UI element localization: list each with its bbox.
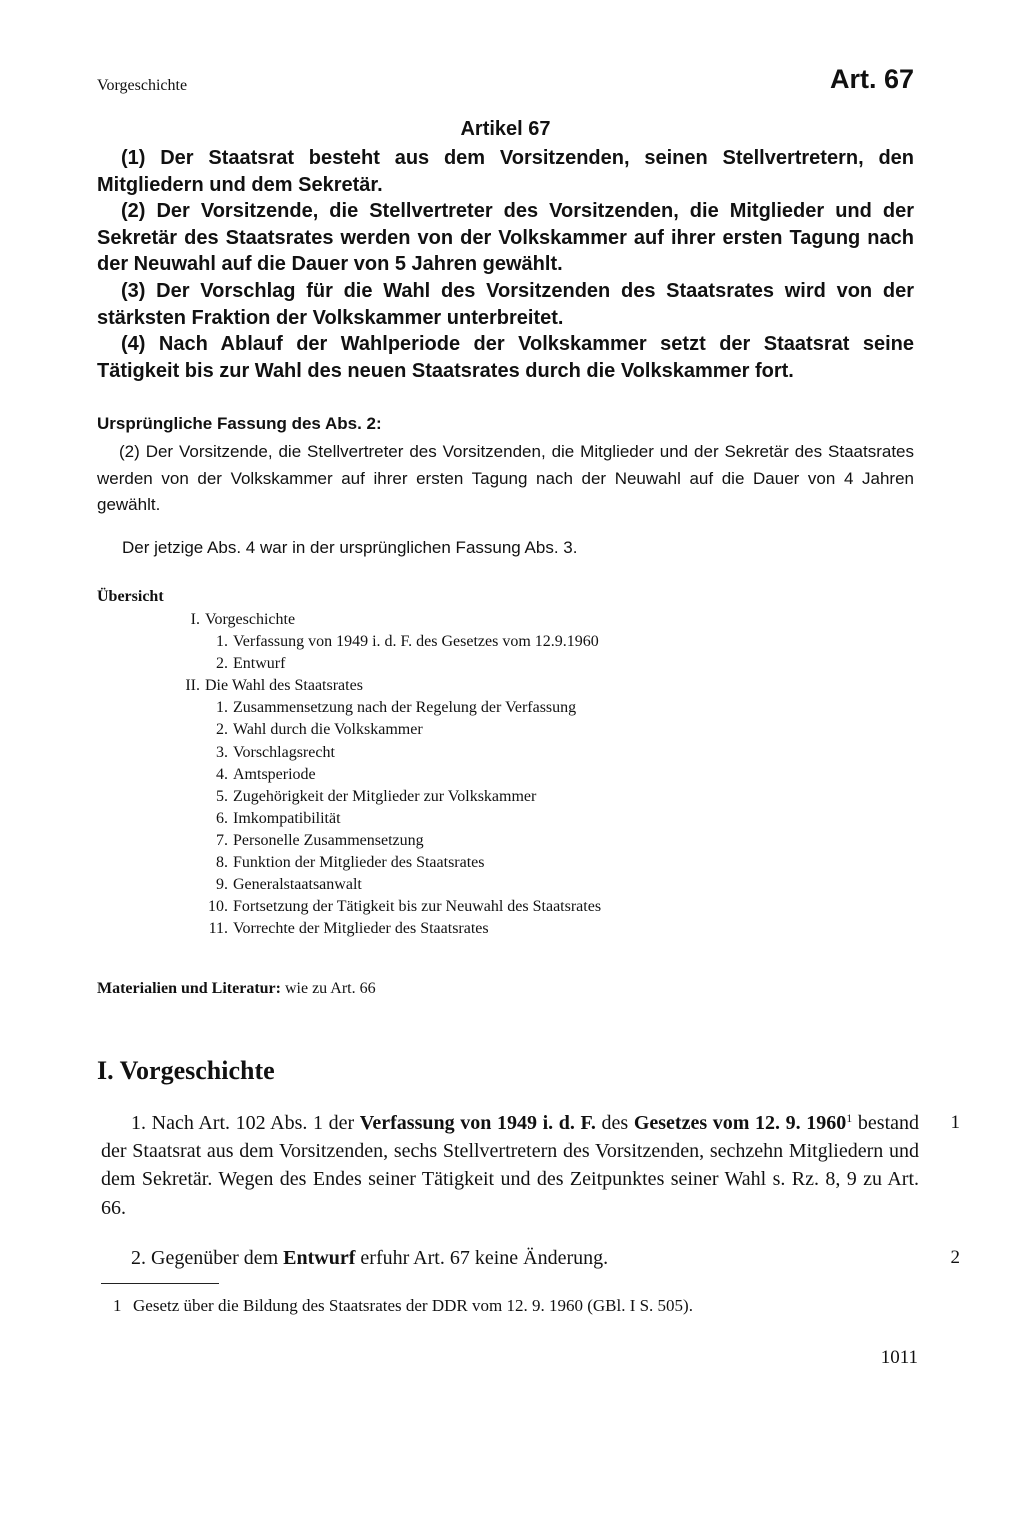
original-version-text: (2) Der Vorsitzende, die Stellvertreter des Vorsitzenden, die Mitglieder und der Sekretär des Staatsrates werden von der Volkskammer auf ihrer ersten Tagung nach der Neuwahl auf die Dauer von 4 Jahren gewählt. bbox=[97, 442, 914, 514]
item-number: 11. bbox=[208, 920, 228, 938]
overview-item bbox=[170, 719, 601, 741]
version-note: Der jetzige Abs. 4 war in der ursprünglichen Fassung Abs. 3. bbox=[122, 538, 578, 557]
article-paragraph: (3) Der Vorschlag für die Wahl des Vorsitzenden des Staatsrates wird von der stärksten Fraktion der Volkskammer unterbreitet. bbox=[97, 279, 914, 329]
text-run: erfuhr Art. 67 keine Änderung. bbox=[355, 1247, 609, 1269]
item-title: Imkompatibilität bbox=[233, 809, 341, 827]
overview-item bbox=[170, 764, 601, 786]
item-number: 1. bbox=[216, 633, 228, 651]
materials-text: wie zu Art. 66 bbox=[280, 980, 376, 997]
item-title: Funktion der Mitglieder des Staatsrates bbox=[233, 854, 485, 872]
item-number: 10. bbox=[208, 898, 228, 916]
overview-item bbox=[170, 852, 601, 874]
margin-number: 1 bbox=[950, 1112, 960, 1133]
emphasis: Entwurf bbox=[283, 1247, 356, 1269]
footnote-reference: 1 bbox=[846, 1111, 853, 1125]
text-run: bestand der Staatsrat aus dem Vorsitzenden, sechs Stellvertretern des Vorsitzenden, sechzehn Mitgliedern und dem Sekretär. Wegen des Endes seiner Tätigkeit und des Zeitpunktes seiner Wahl s. Rz. 8, 9 zu Art. 66. bbox=[101, 1112, 919, 1219]
item-title: Amtsperiode bbox=[233, 765, 316, 783]
footnote bbox=[113, 1296, 693, 1316]
item-title: Fortsetzung der Tätigkeit bis zur Neuwahl des Staatsrates bbox=[233, 898, 602, 916]
item-title: Entwurf bbox=[233, 655, 286, 673]
overview-item bbox=[170, 742, 601, 764]
item-title: Personelle Zusammensetzung bbox=[233, 831, 424, 849]
article-text bbox=[97, 145, 914, 384]
item-number: 5. bbox=[216, 787, 228, 805]
item-title: Verfassung von 1949 i. d. F. des Gesetzes vom 12.9.1960 bbox=[233, 633, 599, 651]
item-number: 2. bbox=[216, 655, 228, 673]
margin-number: 2 bbox=[950, 1247, 960, 1268]
footnote-number: 1 bbox=[113, 1296, 122, 1315]
item-title: Vorrechte der Mitglieder des Staatsrates bbox=[233, 920, 489, 938]
item-number: 4. bbox=[216, 765, 228, 783]
item-title: Generalstaatsanwalt bbox=[233, 876, 362, 894]
overview-item bbox=[170, 786, 601, 808]
overview-item bbox=[170, 631, 601, 653]
article-reference: Art. 67 bbox=[829, 64, 914, 94]
text-run: 1. Nach Art. 102 Abs. 1 der bbox=[131, 1112, 360, 1134]
overview-heading: Übersicht bbox=[97, 588, 164, 605]
overview-item bbox=[170, 808, 601, 830]
overview-item bbox=[170, 697, 601, 719]
overview-item bbox=[170, 830, 601, 852]
text-run: 2. Gegenüber dem bbox=[131, 1247, 284, 1269]
item-number: 8. bbox=[216, 854, 228, 872]
section-title: Die Wahl des Staatsrates bbox=[205, 677, 363, 695]
section-number: II. bbox=[185, 677, 200, 695]
materials-label: Materialien und Literatur: bbox=[97, 980, 281, 997]
article-paragraph: (1) Der Staatsrat besteht aus dem Vorsitzenden, seinen Stellvertretern, den Mitgliedern und dem Sekretär. bbox=[97, 147, 914, 196]
item-number: 3. bbox=[216, 743, 228, 761]
overview-section bbox=[170, 675, 601, 697]
footnote-divider bbox=[101, 1283, 219, 1284]
section-title: Vorgeschichte bbox=[205, 611, 296, 628]
section-number: I. bbox=[190, 611, 200, 628]
item-title: Zusammensetzung nach der Regelung der Verfassung bbox=[233, 699, 577, 717]
page-number: 1011 bbox=[880, 1347, 918, 1368]
running-header: Vorgeschichte bbox=[97, 77, 188, 94]
item-number: 6. bbox=[216, 809, 228, 827]
article-paragraph: (2) Der Vorsitzende, die Stellvertreter des Vorsitzenden, die Mitglieder und der Sekretär des Staatsrates werden von der Volkskammer auf ihrer ersten Tagung nach der Neuwahl auf die Dauer von 5 Jahren gewählt. bbox=[97, 200, 914, 276]
footnote-text: Gesetz über die Bildung des Staatsrates der DDR vom 12. 9. 1960 (GBl. I S. 505). bbox=[133, 1296, 693, 1315]
item-number: 9. bbox=[216, 876, 228, 894]
overview-item bbox=[170, 896, 601, 918]
item-number: 2. bbox=[216, 721, 228, 739]
article-title: Artikel 67 bbox=[460, 118, 551, 140]
materials-line bbox=[97, 980, 376, 998]
overview-item bbox=[170, 874, 601, 896]
item-number: 7. bbox=[216, 831, 228, 849]
section-heading: I. Vorgeschichte bbox=[97, 1056, 275, 1085]
overview-item bbox=[170, 653, 601, 675]
item-title: Zugehörigkeit der Mitglieder zur Volkskammer bbox=[233, 787, 537, 805]
item-title: Wahl durch die Volkskammer bbox=[233, 721, 423, 739]
commentary-paragraph-2 bbox=[101, 1244, 919, 1272]
item-number: 1. bbox=[216, 699, 228, 717]
commentary-paragraph-1 bbox=[101, 1109, 919, 1222]
item-title: Vorschlagsrecht bbox=[233, 743, 335, 761]
emphasis: Verfassung von 1949 i. d. F. bbox=[359, 1112, 596, 1134]
article-paragraph: (4) Nach Ablauf der Wahlperiode der Volkskammer setzt der Staatsrat seine Tätigkeit bis zur Wahl des neuen Staatsrates durch die Volkskammer fort. bbox=[97, 333, 914, 382]
overview-item bbox=[170, 918, 601, 940]
overview-section bbox=[170, 609, 601, 631]
original-version-heading: Ursprüngliche Fassung des Abs. 2: bbox=[97, 414, 382, 433]
emphasis: Gesetzes vom 12. 9. 1960 bbox=[633, 1112, 847, 1134]
overview-list bbox=[170, 609, 601, 940]
text-run: des bbox=[595, 1112, 634, 1134]
